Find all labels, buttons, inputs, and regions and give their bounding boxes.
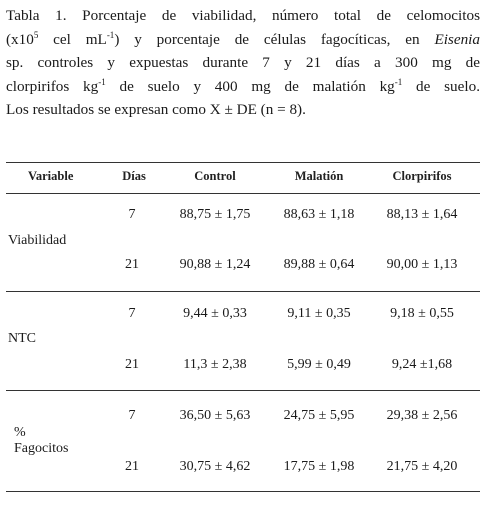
table-cell: 7 [128, 306, 136, 321]
table-bottom-rule [6, 491, 480, 492]
header-clorpirifos: Clorpirifos [392, 169, 452, 183]
table-cell: 36,50 ± 5,63 [179, 408, 251, 423]
table-cell: 11,3 ± 2,38 [183, 357, 247, 372]
table-cell: 17,75 ± 1,98 [283, 459, 355, 474]
table-cell: 5,99 ± 0,49 [287, 357, 351, 372]
group-divider-2 [6, 390, 480, 391]
variable-ntc: NTC [8, 331, 36, 346]
table-cell: 88,13 ± 1,64 [386, 207, 458, 222]
table-cell: 9,11 ± 0,35 [287, 306, 351, 321]
table-cell: 9,18 ± 0,55 [390, 306, 454, 321]
caption-line-2: ($x10^5$ cel $mL^{-1}$) y porcentaje de células fagocíticas, en Eisenia [6, 29, 480, 48]
variable-viabilidad: Viabilidad [8, 233, 67, 248]
table-cell: 88,63 ± 1,18 [283, 207, 355, 222]
header-dias: Días [122, 169, 146, 183]
table-cell: 24,75 ± 5,95 [283, 408, 355, 423]
table-cell: 9,44 ± 0,33 [183, 306, 247, 321]
header-control: Control [194, 169, 236, 183]
header-bottom-rule [6, 193, 480, 194]
table-top-rule [6, 162, 480, 163]
table-cell: 89,88 ± 0,64 [283, 257, 355, 272]
table-cell: 21 [125, 459, 139, 474]
table-cell: 21 [125, 257, 139, 272]
caption-line-3: sp. controles y expuestas durante 7 y 21 días a 300 mg de [6, 54, 480, 71]
table-cell: 7 [128, 408, 136, 423]
table-cell: 90,88 ± 1,24 [179, 257, 251, 272]
table-cell: 21,75 ± 4,20 [386, 459, 458, 474]
caption-line-1: Tabla 1. Porcentaje de viabilidad, número total de celomocitos [6, 7, 480, 24]
variable-fagocitos: Fagocitos [14, 441, 69, 456]
table-cell: 29,38 ± 2,56 [386, 408, 458, 423]
variable-percent-sign: % [14, 425, 26, 440]
table-cell: 30,75 ± 4,62 [179, 459, 251, 474]
group-divider-1 [6, 291, 480, 292]
table-cell: 90,00 ± 1,13 [386, 257, 458, 272]
header-variable: Variable [28, 169, 74, 183]
caption-line-4: clorpirifos $kg^{-1}$ de suelo y 400 mg de malatión $kg^{-1}$ de suelo. [6, 76, 480, 95]
caption-line-5: Los resultados se expresan como X ± DE (n = 8). [6, 101, 306, 118]
table-cell: 21 [125, 357, 139, 372]
table-caption [6, 4, 480, 122]
table-cell: 88,75 ± 1,75 [179, 207, 251, 222]
table-cell: 7 [128, 207, 136, 222]
table-cell: 9,24 ±1,68 [391, 357, 453, 372]
header-malation: Malatión [294, 169, 344, 183]
